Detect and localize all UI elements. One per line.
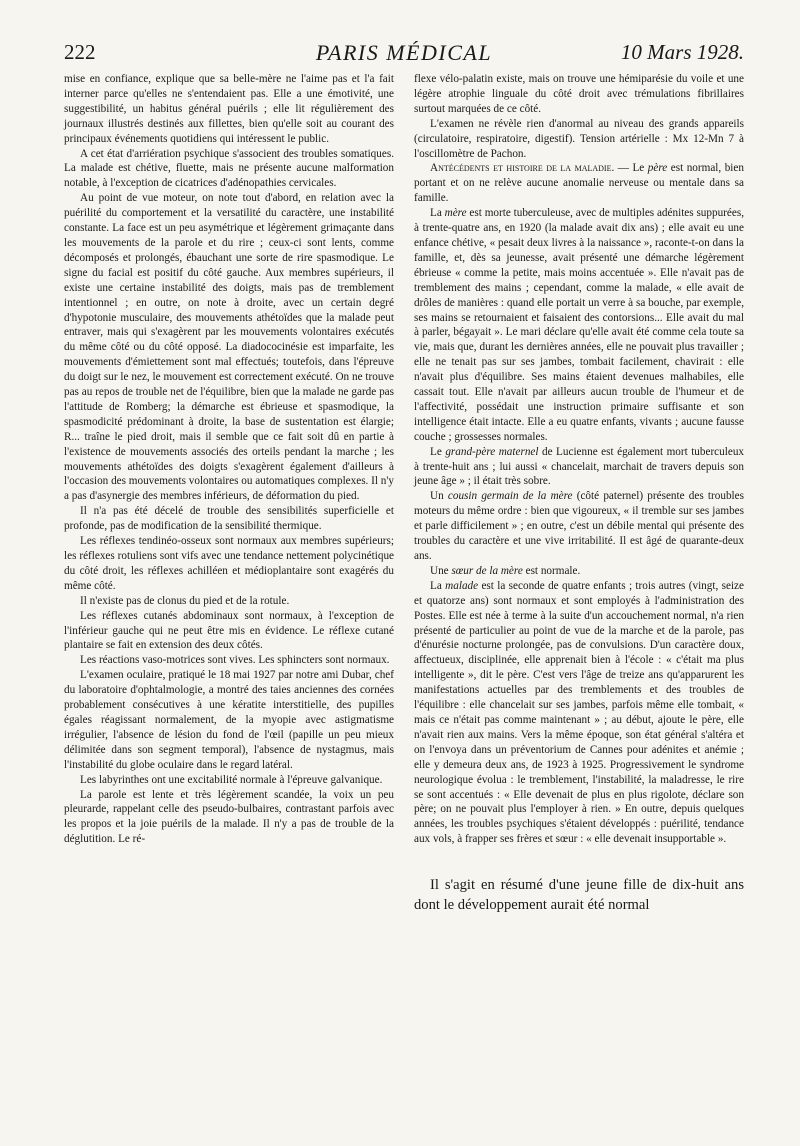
- term-malade: malade: [445, 579, 479, 592]
- right-column: [414, 72, 744, 915]
- section-heading: Antécédents et histoire de la maladie.: [430, 162, 615, 175]
- paragraph: Les labyrinthes ont une excitabilité normale à l'épreuve galvanique.: [80, 773, 383, 786]
- paragraph: Au point de vue moteur, on note tout d'abord, en relation avec la puérilité du comportement et la versatilité du caractère, une instabilité constante. La face est un peu asymétrique et légèrement grimaçante dans les mouvements de la parole et du rire ; ceux-ci sont lents, comme décomposés et prolongés, ébauchant une sorte de rire spasmodique. Le signe du facial est positif du côté gauche. Aux membres supérieurs, il existe une certaine instabilité des doigts, mais pas de tremblement intentionnel ; en outre, on note à droite, avec un certain degré d'hypotonie musculaire, des mouvements athétoïdes que la malade peut entraver, mais qui s'exagèrent par les mouvements volontaires exécutés du même côté ou du côté opposé. La diadococinésie est imparfaite, les mouvements d'émiettement sont mal effectués; toutefois, dans l'épreuve du doigt sur le nez, le mouvement est correctement exécuté. On ne trouve pas au repos de trouble net de l'équilibre, bien que la malade ne garde pas l'attitude de Romberg; la démarche est ébrieuse et spasmodique, la spasmodicité prédominant à droite, la base de sustentation est élargie; R... traîne le pied droit, mais il semble que ce fait soit dû en partie à l'existence de mouvements associés des orteils pendant la marche ; les mouvements athétoïdes des doigts s'exagèrent également d'ailleurs à l'occasion des mouvements volontaires ou automatiques complexes. Il n'y a pas d'asynergie des membres inférieurs, de déformation du pied.: [64, 192, 394, 503]
- summary-paragraph: Il s'agit en résumé d'une jeune fille de dix-huit ans dont le développement aurait été normal: [414, 877, 744, 914]
- paragraph: mise en confiance, explique que sa belle-mère ne l'aime pas et l'a fait interner parce qu'elles ne s'entendaient pas. Elle a une émotivité, une suggestibilité, un habitus général puérils ; elle lit régulièrement des journaux illustrés destinés aux fillettes, bien qu'elle soit au courant des principaux événements quotidiens qui intéressent le public.: [64, 73, 394, 145]
- journal-title: PARIS MÉDICAL: [315, 40, 493, 65]
- paragraph-antecedents: Antécédents et histoire de la maladie. — Le père est normal, bien portant et on ne relève aucune anomalie nerveuse ou mentale dans sa famille.: [414, 162, 744, 205]
- left-column: [64, 72, 394, 847]
- paragraph-mere: La mère est morte tuberculeuse, avec de multiples adénites suppurées, à trente-quatre ans, en 1920 (la malade avait dix ans) ; elle avait eu une enfance chétive, « pesait deux livres à la naissance », raconte-t-on dans la famille, et, dès sa jeunesse, avait présenté une démarche légèrement ébrieuse « comme la petite, mais moins accentuée ». Elle n'avait pas de tremblement des mains ; cependant, comme la malade, « elle avait de drôles de manières : quand elle portait un verre à sa bouche, par exemple, ses mains se retournaient et faisaient des contorsions... Elle avait du mal à parler, bégayait ». Le mari déclare qu'elle avait été comme cela toute sa vie, mais que, durant les dernières années, elle ne pouvait plus travailler ; elle ne tenait pas sur ses jambes, tombait facilement, chavirait : elle n'avait plus d'équilibre. Ses mains étaient devenues malhabiles, elle cassait tout. Elle n'avait par ailleurs aucun trouble de l'humeur et de l'affectivité, possédait une instruction primaire suffisante et son intelligence était intacte. Elle a eu quatre enfants, vivants ; aucune fausse couche ; grossesses normales.: [414, 207, 744, 443]
- paragraph: La parole est lente et très légèrement scandée, la voix un peu pleurarde, rappelant celle des pseudo-bulbaires, contrastant parfois avec les propos et la joie puérils de la malade. Il n'y a pas de trouble de la déglutition. Le ré-: [64, 788, 394, 846]
- paragraph: Les réflexes cutanés abdominaux sont normaux, à l'exception de l'inférieur gauche qui ne peut être mis en évidence. Le réflexe cutané plantaire se fait en extension des deux côtés.: [64, 609, 394, 652]
- paragraph: Les réactions vaso-motrices sont vives. Les sphincters sont normaux.: [80, 654, 390, 667]
- paragraph-grand-pere: Le grand-père maternel de Lucienne est également mort tuberculeux à trente-huit ans ; lui aussi « chancelait, marchait de travers depuis son jeune âge » ; il était très sobre.: [414, 445, 745, 488]
- paragraph: Il n'a pas été décelé de trouble des sensibilités superficielle et profonde, pas de modification de la sensibilité thermique.: [64, 505, 394, 533]
- paragraph-cousin: Un cousin germain de la mère (côté paternel) présente des troubles moteurs du même ordre : bien que vigoureux, « il tremble sur ses jambes et parle difficilement » ; en outre, c'est un débile mental qui présente des troubles du caractère et une vive irritabilité. Il est âgé de quarante-deux ans.: [414, 490, 744, 562]
- page-number: 222: [64, 40, 96, 64]
- page-header: [64, 40, 744, 70]
- paragraph: L'examen oculaire, pratiqué le 18 mai 1927 par notre ami Dubar, chef du laboratoire d'ophtalmologie, a montré des taies anciennes des cornées probablement consécutives à une kératite interstitielle, des pupilles égales réagissant normalement, de la myopie avec astigmatisme irrégulier, l'absence de lésion du fond de l'œil (papille un peu mieux délimitée dans son segment temporal), l'absence de nystagmus, mais l'instabilité du globe oculaire dans le regard latéral.: [64, 669, 394, 771]
- paragraph-malade: La malade est la seconde de quatre enfants ; trois autres (vingt, seize et quatorze ans) sont normaux et sont employés à l'administration des Postes. Elle est née à terme à la suite d'un accouchement normal, n'a rien présenté de particulier au point de vue de la marche et de la parole, pas d'énurésie nocturne prolongée, pas de convulsions. D'un caractère doux, affectueux, disciplinée, elle apprenait bien à l'école : « c'était ma plus intelligente », dit le père. C'est vers l'âge de treize ans qu'apparurent les manifestations actuelles par des tremblements et des troubles de l'équilibre : elle chancelait sur ses jambes, parfois même elle tombait, « mais ce n'était pas comme maintenant » ; au début, ajoute le père, elle n'avait rien aux mains. Vers la même époque, son état général s'altéra et on l'envoya dans un préventorium de Cannes pour adénites et anémie ; elle y demeura deux ans, de 1923 à 1925. Progressivement le syndrome neurologique évolua : le tremblement, l'instabilité, la maladresse, le rire se sont accentués : « Elle devenait de plus en plus rigolote, déclare son père; on ne pouvait plus l'employer à rien. » En outre, depuis quelques années, les troubles psychiques s'étaient développés : puérilité, tendance aux vols, à frapper ses frères et sœur : « elle devenait insupportable ».: [414, 579, 744, 846]
- term-cousin: cousin germain de la mère: [447, 490, 573, 503]
- paragraph: flexe vélo-palatin existe, mais on trouve une hémiparésie du voile et une légère atrophie linguale du côté droit avec trémulations fibrillaires surtout marquées de ce côté.: [414, 73, 744, 115]
- term-soeur: sœur de la mère: [451, 564, 523, 577]
- paragraph: A cet état d'arriération psychique s'associent des troubles somatiques. La malade est chétive, fluette, mais ne présente aucune malformation notable, à l'exception de cicatrices d'adénopathies cervicales.: [64, 147, 394, 190]
- summary-block: [414, 875, 744, 915]
- paragraph-soeur: Une sœur de la mère est normale.: [430, 564, 581, 577]
- paragraph: Il n'existe pas de clonus du pied et de la rotule.: [80, 594, 290, 607]
- term-mere: mère: [444, 207, 467, 220]
- term-grand-pere: grand-père maternel: [445, 445, 539, 458]
- issue-date: 10 Mars 1928.: [620, 40, 744, 64]
- paragraph: L'examen ne révèle rien d'anormal au niveau des grands appareils (circulatoire, respiratoire, digestif). Tension artérielle : Mx 12-Mn 7 à l'oscillomètre de Pachon.: [414, 117, 744, 160]
- paragraph: Les réflexes tendinéo-osseux sont normaux aux membres supérieurs; les réflexes rotuliens sont vifs avec une tendance nettement polycinétique du côté droit, les réflexes achilléen et médioplantaire sont exagérés du même côté.: [64, 535, 394, 592]
- term-pere: père: [647, 162, 668, 175]
